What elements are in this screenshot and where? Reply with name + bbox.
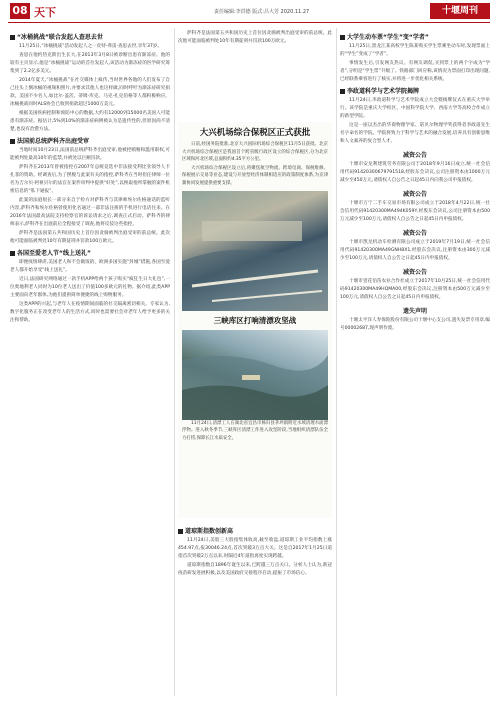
paragraph: 2014年夏天,“冰桶挑战”在社交媒体上疯传,当时世界各地的人们发布了自己往头上倒冰桶的视频和照片,并要求其他人也这样做,同时呼吁为渐冻症研究捐款。美国不少名人,如比尔·盖茨、蒂姆·库克、马克·扎克伯格等人都积极响应。冰桶挑战同时ALS协会已收到捐款超过1000万美元。 <box>10 78 170 107</box>
photo-caption: 三峡库区打响清漂攻坚战 <box>213 315 297 325</box>
article-title: 法国前总统萨科齐出庭受审 <box>10 136 170 145</box>
notice-text: 十堰市凯龙机动车检测有限公司成立于2019年7月19日,统一社会信用代码91420300MA49GNH8X1,经股东会决议,注册资本由300万元减少至100万元,请债权人自公告之日起45日内申报债权。 <box>340 240 490 261</box>
middle-column-top <box>178 30 332 120</box>
middle-column-bottom <box>178 524 332 694</box>
square-bullet-icon <box>178 529 183 534</box>
square-bullet-icon <box>10 251 15 256</box>
paragraph: 即便疫情肆虐,美国老人和不会做饭的、欧洲多国实施“封城”措施,各国至爱老人都开始享受“线上送礼”。 <box>10 260 170 273</box>
feature-caption-body <box>178 420 332 443</box>
paragraph: 日前,经国务院批准,北京大兴国际机场综合保税区11月5日获批。北京大兴机场综合保税区是我国首个跨省级行政区设立的综合保税区,分为北京区域和河北区域,总面积约4.35平方公里。 <box>182 142 328 163</box>
paragraph: 这类APP的兴起,与老年人在疫情期间面临的社交隔离密切相关。专家认为,数字化服务正在改变老年人的生活方式,同时也需要社会对老年人给予更多的关注和帮助。 <box>10 302 170 323</box>
notice-title: 减资公告 <box>402 152 427 159</box>
article-title: 李政道科学与艺术学院揭牌 <box>340 86 490 95</box>
paragraph: 这是一座以杰出的华裔物理学家、诺贝尔物理学奖获得者李政道先生名字命名的学院。学院将致力于科学与艺术的融合发展,培养具有创新思维和人文素养的复合型人才。 <box>340 123 490 144</box>
paragraph: 11月25日,“冰桶挑战”活动发起人之一皮特·弗雷·查思去世,享年37岁。 <box>19 44 162 49</box>
article <box>340 32 490 84</box>
left-column <box>10 30 170 695</box>
square-bullet-icon <box>340 35 345 40</box>
notice-text: 十堰市万宁二手车交易市场有限公司成立于2018年4月22日,统一社会信用代码91420300MA494K059Y,经股东会决议,公司注册资本由500万元减少至100万元,请债权人自公告之日起45日内申报债权。 <box>340 201 490 222</box>
paragraph: 萨科齐是法国第五共和国历史上首位因贪腐被判出庭受审的前总统。此次他可能面临被判处10年有期徒刑并罚款100万欧元。 <box>178 31 332 44</box>
paragraph: 大兴机场综合保税区设立后,将聚焦航空物流、跨境电商、保税维修、保税展示交易等业态,建设与开放型经济体制相适应的政策制度体系,为京津冀协同发展提供重要支撑。 <box>182 165 328 186</box>
paragraph: 事情发生后,引发网友热议。有网友调侃,买到票上的两个字成为“学者”,分明是“学生票”升级了。铁路部门回应称,该情况为票面打印出现问题,已经联系乘客进行了核实,并将进一步优化相关系统。 <box>340 61 490 82</box>
article-title: “冰桶挑战”联合发起人查思去世 <box>10 32 170 41</box>
airport-aerial-image <box>182 191 328 311</box>
paragraph: 萨科齐是法国第五共和国历史上首位因贪腐被判出庭受审的前总统。此次他可能面临被判处10年有期徒刑并罚款100万欧元。 <box>10 231 170 244</box>
square-bullet-icon <box>10 35 15 40</box>
notice-text: 十堰太平洋人寿保险股份有限公司十堰中心支公司,遗失发票专用章,编号00002687,现声明作废。 <box>340 318 490 331</box>
notice-text: 十堰市壹花佰苗农业合作社成立于2017年10月25日,统一社会信用代码91420300MA49HQMA00,经股东会决议,注册资本由500万元减少至100万元,请债权人自公告之日起45日内申报债权。 <box>340 279 490 300</box>
article-title: 各国至爱老人节“线上送礼” <box>10 248 170 257</box>
notice-title: 减资公告 <box>402 269 427 276</box>
article <box>10 248 170 325</box>
paragraph: 此案的法庭很长一部分来自于检方对萨科齐与其律师埃尔佐格通话的监听内容,萨科齐和埃尔佐格曾使用化名通过一部非法注册的手机进行电话往来。在2016年法国最高法院支持检察官的诉讼请求之后,调查正式启动。萨科齐的律师表示,萨科齐在出庭前后全程接受了调查,他将反驳这些指控。 <box>10 198 170 227</box>
editor-credits: 责任编辑:李洪德 版式:吕大芳 2020.11.27 <box>214 9 310 15</box>
paragraph: 11月24日,李政道科学与艺术学院成立大会暨揭牌仪式在重庆大学举行。该学院是重庆大学校区、中国科学院大学、西南大学等高校合作成立的新型学院。 <box>340 98 490 119</box>
paragraph: 萨科齐在2013年曾被指控在2007年总统竞选中非法接受利比亚领导人卡扎菲的资助。经调查后,为了摆脱与此案有关的指控,萨科齐在当时担任律师一位名为吉尔贝·阿祖贝尔的法官在案件审判中提供“好处”,以换取他所掌握的案件机密信息的“私下通报”。 <box>10 165 170 194</box>
paragraph: 11月25日,黑龙江某高校学生陈某购买学生票乘坐动车时,发现票面上的“学生”变成了“学者”。 <box>340 44 490 57</box>
airport-photo <box>182 191 328 311</box>
feature-body <box>178 141 332 188</box>
paragraph: 近日,法国研究网络通过一款手机APP给两个孩子购买“疯狂生日大礼包”,一位奥地利老人同时为10位老人送出了价值100多欧元的礼物。据介绍,此类APP主要面向老年群体,为他们提供简单便捷的线上购物服务。 <box>10 277 170 298</box>
notice-title: 减资公告 <box>402 230 427 237</box>
column-divider <box>336 28 337 696</box>
article <box>10 136 170 246</box>
paragraph: 11月24日,美股三大股指集体收高,截至收盘,道琼斯工业平均指数上涨454.97点,报30046.24点,首次突破3万点大关。这是自2017年1月25日道指首次突破2万点以来,时隔近4年道指再度实现跨越。 <box>178 538 332 559</box>
river-cleanup-photo <box>182 330 328 420</box>
feature-title: 大兴机场综合保税区正式获批 <box>199 128 311 138</box>
river-image <box>182 330 328 420</box>
notice-title: 减资公告 <box>402 191 427 198</box>
page-header <box>0 0 498 22</box>
section-title: 天下 <box>34 6 56 19</box>
column-divider <box>174 28 175 696</box>
right-column <box>340 30 490 695</box>
notice-title: 遗失声明 <box>402 308 427 315</box>
paragraph: 查思在他约热克斯出生长大,在2013年3月8日被诊断出患有渐冻症。他的较有主页显示,他是“冰桶挑战”运动的首位发起人,该活动为渐冻症的医学研究筹集到了2.2亿多美元。 <box>10 53 170 74</box>
paragraph: 当地时间10月23日,法国前总统萨科齐出庭受审,他被控贿赂和滥用职权,可能被判处最高10年的监禁,并被处以巨额罚款。 <box>10 148 170 161</box>
header-rule <box>8 22 490 23</box>
paragraph: 11月24日,清漂工人在湖北省宜昌市秭归县茅坪镇附近水域清理水面漂浮物。进入秋冬季节,三峡库区清漂工作进入攻坚阶段,当地组织清漂队伍全力打捞,保障长江水质安全。 <box>182 420 328 441</box>
paragraph: 根据美国疾病控制和预防中心的数据,大约有12000到15000名美国人可能患有渐冻症。据估计,5%到10%的渐冻症病例被认为是遗传性的,但原因尚不清楚,也没有治愈方法。 <box>10 111 170 132</box>
article-title: 大学生动车票“学生”变“学者” <box>340 32 490 41</box>
article-title: 道琼斯指数创新高 <box>178 526 332 535</box>
article <box>340 86 490 146</box>
notice-text: 十堰市安龙利建筑劳务有限公司于2018年9月16日成立,统一社会信用代码91420300679791518,经股东会决议,公司注册资本由1000万元减少至450万元,请债权人自公告之日起45日内向我公司申报债权。 <box>340 162 490 183</box>
notice-block <box>340 150 490 333</box>
paragraph: 道琼斯指数自1896年诞生以来,已跨越三万点关口。分析人士认为,新冠疫苗研发进展积极,以及美国政府交接程序启动,提振了市场信心。 <box>178 563 332 576</box>
feature-box <box>178 122 332 518</box>
article <box>10 32 170 134</box>
square-bullet-icon <box>10 139 15 144</box>
square-bullet-icon <box>340 89 345 94</box>
page-number: 08 <box>10 3 30 19</box>
brand-logo: 十堰周刊 <box>430 3 490 19</box>
